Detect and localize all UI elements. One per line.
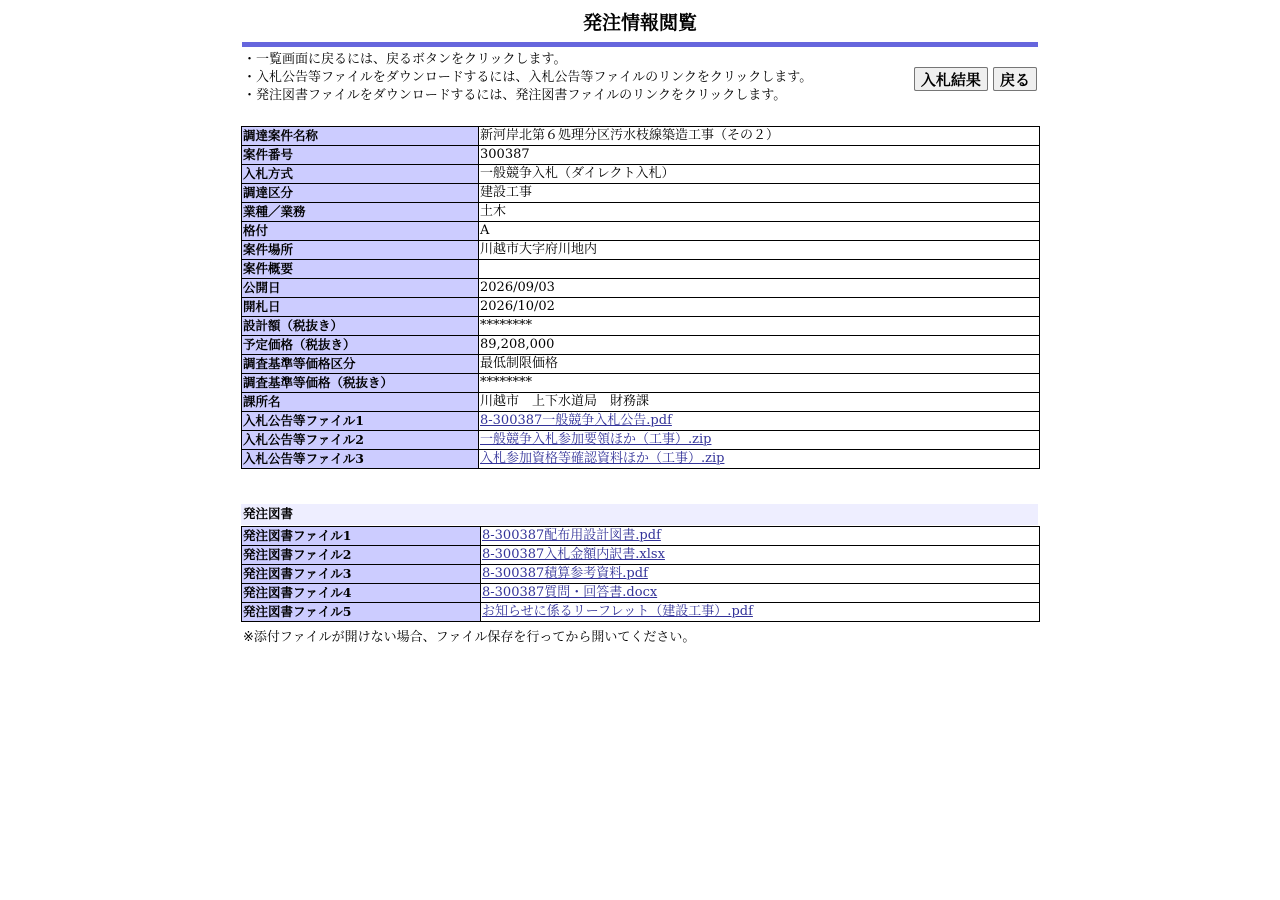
table-row bbox=[242, 565, 1040, 584]
row-value: 2026/09/03 bbox=[479, 279, 1040, 298]
row-value: ******** bbox=[479, 374, 1040, 393]
table-row bbox=[242, 603, 1040, 622]
bid-results-button[interactable]: 入札結果 bbox=[914, 67, 988, 91]
table-row bbox=[242, 546, 1040, 565]
table-row bbox=[242, 527, 1040, 546]
row-label: 入札方式 bbox=[242, 165, 479, 184]
table-row bbox=[242, 450, 1040, 469]
row-label: 発注図書ファイル5 bbox=[242, 603, 481, 622]
row-label: 設計額（税抜き） bbox=[242, 317, 479, 336]
section-heading-docs: 発注図書 bbox=[241, 504, 1038, 525]
row-label: 調達区分 bbox=[242, 184, 479, 203]
row-label: 発注図書ファイル3 bbox=[242, 565, 481, 584]
doc-file-link-3[interactable]: 8-300387積算参考資料.pdf bbox=[482, 566, 648, 581]
row-label: 入札公告等ファイル2 bbox=[242, 431, 479, 450]
table-row bbox=[242, 393, 1040, 412]
table-row bbox=[242, 336, 1040, 355]
row-label: 調達案件名称 bbox=[242, 127, 479, 146]
doc-file-link-5[interactable]: お知らせに係るリーフレット（建設工事）.pdf bbox=[482, 604, 753, 619]
attachment-note: ※添付ファイルが開けない場合、ファイル保存を行ってから開いてください。 bbox=[243, 630, 696, 645]
instructions-area bbox=[241, 47, 1039, 126]
page-container bbox=[241, 0, 1039, 645]
row-label: 調査基準等価格区分 bbox=[242, 355, 479, 374]
row-label: 格付 bbox=[242, 222, 479, 241]
doc-file-link-2[interactable]: 8-300387入札金額内訳書.xlsx bbox=[482, 547, 665, 562]
row-value: A bbox=[479, 222, 1040, 241]
instruction-item: ・入札公告等ファイルをダウンロードするには、入札公告等ファイルのリンクをクリックします。 bbox=[243, 70, 813, 85]
table-row bbox=[242, 241, 1040, 260]
case-info-table bbox=[241, 126, 1040, 469]
row-value bbox=[479, 260, 1040, 279]
table-row bbox=[242, 431, 1040, 450]
row-value: 300387 bbox=[479, 146, 1040, 165]
row-value: 89,208,000 bbox=[479, 336, 1040, 355]
doc-file-link-4[interactable]: 8-300387質問・回答書.docx bbox=[482, 585, 658, 600]
order-docs-table bbox=[241, 526, 1040, 622]
row-label: 公開日 bbox=[242, 279, 479, 298]
row-label: 入札公告等ファイル1 bbox=[242, 412, 479, 431]
row-label: 案件場所 bbox=[242, 241, 479, 260]
action-buttons bbox=[914, 67, 1037, 91]
instruction-item: ・一覧画面に戻るには、戻るボタンをクリックします。 bbox=[243, 52, 567, 67]
table-row bbox=[242, 146, 1040, 165]
row-value: 川越市大字府川地内 bbox=[479, 241, 1040, 260]
row-label: 調査基準等価格（税抜き） bbox=[242, 374, 479, 393]
table-row bbox=[242, 374, 1040, 393]
row-value: 土木 bbox=[479, 203, 1040, 222]
table-row bbox=[242, 298, 1040, 317]
table-row bbox=[242, 222, 1040, 241]
row-value: ******** bbox=[479, 317, 1040, 336]
table-row bbox=[242, 412, 1040, 431]
row-label: 開札日 bbox=[242, 298, 479, 317]
row-label: 入札公告等ファイル3 bbox=[242, 450, 479, 469]
back-button[interactable]: 戻る bbox=[993, 67, 1037, 91]
notice-file-link-2[interactable]: 一般競争入札参加要領ほか（工事）.zip bbox=[480, 432, 712, 447]
table-row bbox=[242, 317, 1040, 336]
table-row bbox=[242, 260, 1040, 279]
row-label: 予定価格（税抜き） bbox=[242, 336, 479, 355]
instruction-item: ・発注図書ファイルをダウンロードするには、発注図書ファイルのリンクをクリックします。 bbox=[243, 88, 787, 103]
row-label: 発注図書ファイル4 bbox=[242, 584, 481, 603]
table-row bbox=[242, 279, 1040, 298]
row-label: 案件番号 bbox=[242, 146, 479, 165]
table-row bbox=[242, 203, 1040, 222]
row-value: 2026/10/02 bbox=[479, 298, 1040, 317]
row-label: 案件概要 bbox=[242, 260, 479, 279]
table-row bbox=[242, 165, 1040, 184]
row-label: 課所名 bbox=[242, 393, 479, 412]
row-label: 発注図書ファイル1 bbox=[242, 527, 481, 546]
doc-file-link-1[interactable]: 8-300387配布用設計図書.pdf bbox=[482, 528, 661, 543]
table-row bbox=[242, 584, 1040, 603]
row-value: 最低制限価格 bbox=[479, 355, 1040, 374]
table-row bbox=[242, 127, 1040, 146]
page-title: 発注情報閲覧 bbox=[582, 12, 697, 34]
row-value: 川越市 上下水道局 財務課 bbox=[479, 393, 1040, 412]
row-value: 新河岸北第６処理分区汚水枝線築造工事（その２） bbox=[479, 127, 1040, 146]
notice-file-link-1[interactable]: 8-300387一般競争入札公告.pdf bbox=[480, 413, 672, 428]
row-label: 業種／業務 bbox=[242, 203, 479, 222]
notice-file-link-3[interactable]: 入札参加資格等確認資料ほか（工事）.zip bbox=[480, 451, 725, 466]
row-value: 一般競争入札（ダイレクト入札） bbox=[479, 165, 1040, 184]
table-row bbox=[242, 184, 1040, 203]
row-label: 発注図書ファイル2 bbox=[242, 546, 481, 565]
row-value: 建設工事 bbox=[479, 184, 1040, 203]
table-row bbox=[242, 355, 1040, 374]
